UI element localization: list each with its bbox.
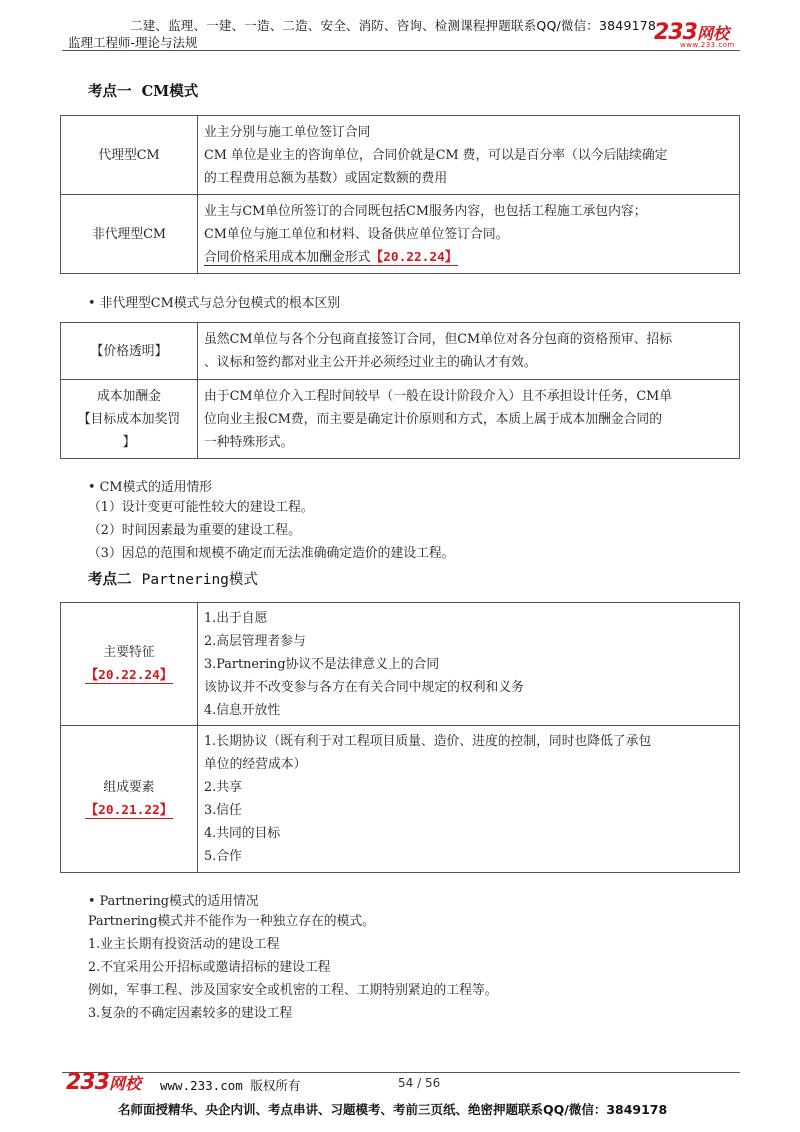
footer-logo [66, 1070, 141, 1095]
content-line: 1.长期协议（既有利于对工程项目质量、造价、进度的控制，同时也降低了承包 [204, 734, 652, 749]
footer-promo-line: 名师面授精华、央企内训、考点串讲、习题模考、考前三页纸、绝密押题联系QQ/微信：3849178 [118, 1102, 668, 1117]
footer-divider [62, 1072, 740, 1073]
content-line: 、议标和签约都对业主公开并必须经过业主的确认才有效。 [204, 355, 537, 370]
content-line: 的工程费用总额为基数）或固定数额的费用 [204, 170, 448, 186]
content-line: 一种特殊形式。 [204, 434, 294, 450]
content-line: 位向业主报CM费，而主要是确定计价原则和方式，本质上属于成本加酬金合同的 [204, 411, 662, 427]
content-line: 1.出于自愿 [204, 610, 268, 626]
logo-text: 网校 [696, 24, 729, 43]
list-item: （2）时间因素最为重要的建设工程。 [88, 523, 301, 538]
table-row [61, 726, 740, 873]
logo-text: 网校 [108, 1074, 141, 1093]
label-line: 【目标成本加奖罚 [77, 411, 181, 427]
label-line: 成本加酬金 [97, 388, 161, 404]
section-main: Partnering模式 [141, 572, 258, 588]
list-item: （1）设计变更可能性较大的建设工程。 [88, 500, 314, 515]
logo-number: 233 [66, 1070, 109, 1095]
list-item: 3.复杂的不确定因素较多的建设工程 [88, 1006, 293, 1021]
exam-year-tag: 【20.22.24】 [85, 668, 173, 683]
label-line: 】 [122, 434, 136, 450]
list-item: （3）因总的范围和规模不确定而无法准确确定造价的建设工程。 [88, 546, 455, 561]
row-content [198, 323, 740, 380]
row-label: 非代理型CM [61, 195, 198, 274]
content-line: 业主与CM单位所签订的合同既包括CM服务内容，也包括工程施工承包内容； [204, 203, 647, 219]
bullet-heading: • Partnering模式的适用情况 [88, 894, 259, 909]
section-prefix: 考点二 [88, 571, 132, 588]
logo-url: www.233.com [680, 41, 735, 49]
content-line: 业主分别与施工单位签订合同 [204, 124, 371, 140]
row-content [198, 726, 740, 873]
content-line: CM单位与施工单位和材料、设备供应单位签订合同。 [204, 226, 509, 242]
row-label [61, 603, 198, 726]
table-row [61, 380, 740, 459]
table-row [61, 116, 740, 195]
row-label [61, 380, 198, 459]
list-item: 2.不宜采用公开招标或邀请招标的建设工程 [88, 960, 331, 975]
bullet-heading: • CM模式的适用情形 [88, 480, 213, 495]
label-line: 组成要素 [103, 780, 155, 795]
applicable-cases-list [88, 496, 454, 565]
section-title-partnering [88, 568, 258, 589]
content-line: CM 单位是业主的咨询单位，合同价就是CM 费，可以是百分率（以今后陆续确定 [204, 147, 668, 163]
cm-types-table [60, 115, 740, 274]
content-line: 由于CM单位介入工程时间较早（一般在设计阶段介入）且不承担设计任务，CM单 [204, 388, 673, 404]
document-subtitle: 监理工程师-理论与法规 [68, 35, 198, 50]
content-line: 4.信息开放性 [204, 702, 281, 718]
copyright-text: 版权所有 [250, 1078, 301, 1093]
content-line: 3.Partnering协议不是法律意义上的合同 [204, 656, 440, 672]
partnering-table [60, 602, 740, 873]
bullet-heading: • 非代理型CM模式与总分包模式的根本区别 [88, 296, 341, 311]
section-prefix: 考点一 [88, 83, 132, 100]
content-line: 2.高层管理者参与 [204, 633, 306, 649]
table-row [61, 195, 740, 274]
exam-year-tag: 【20.21.22】 [85, 803, 173, 818]
content-line: 4.共同的目标 [204, 826, 281, 841]
row-label [61, 726, 198, 873]
website-link[interactable]: www.233.com [160, 1078, 243, 1093]
exam-year-tag: 【20.22.24】 [370, 249, 458, 265]
header-contact-line: 二建、监理、一建、一造、二造、安全、消防、咨询、检测课程押题联系QQ/微信：3849178 [130, 18, 657, 33]
table-row [61, 323, 740, 380]
list-item: 例如，军事工程、涉及国家安全或机密的工程、工期特别紧迫的工程等。 [88, 983, 498, 998]
row-label: 【价格透明】 [61, 323, 198, 380]
underlined-text: 合同价格采用成本加酬金形式 [204, 249, 371, 265]
header-divider [62, 50, 740, 51]
table-row [61, 603, 740, 726]
list-item: Partnering模式并不能作为一种独立存在的模式。 [88, 914, 375, 929]
content-line: 单位的经营成本） [204, 757, 307, 772]
content-line: 5.合作 [204, 849, 242, 864]
partnering-cases [88, 910, 498, 1025]
section-main: CM模式 [141, 83, 199, 100]
row-content [198, 116, 740, 195]
section-title-cm [88, 80, 198, 101]
content-line: 3.信任 [204, 803, 242, 818]
footer-website [160, 1076, 300, 1094]
content-line [204, 246, 733, 269]
content-line: 该协议并不改变参与各方在有关合同中规定的权利和义务 [204, 679, 524, 695]
logo-number: 233 [654, 20, 697, 45]
row-content [198, 603, 740, 726]
page-number: 54 / 56 [398, 1076, 441, 1090]
list-item: 1.业主长期有投资活动的建设工程 [88, 937, 280, 952]
row-content [198, 380, 740, 459]
content-line: 2.共享 [204, 780, 242, 795]
row-label: 代理型CM [61, 116, 198, 195]
content-line: 虽然CM单位与各个分包商直接签订合同，但CM单位对各分包商的资格预审、招标 [204, 332, 673, 347]
difference-table [60, 322, 740, 459]
label-line: 主要特征 [103, 645, 155, 660]
row-content [198, 195, 740, 274]
